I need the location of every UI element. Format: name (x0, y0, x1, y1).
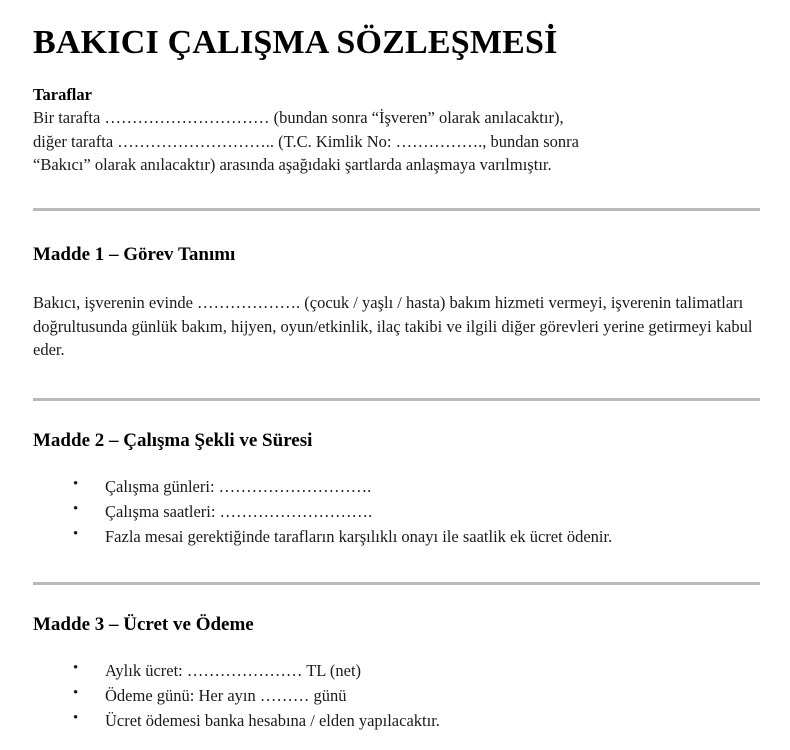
parties-label: Taraflar (33, 85, 92, 105)
list-item: • Fazla mesai gerektiğinde tarafların karşılıklı onayı ile saatlik ek ücret ödenir. (73, 524, 757, 549)
parties-line-1: Bir tarafta ………………………… (bundan sonra “İşveren” olarak anılacaktır), (33, 108, 564, 128)
parties-line-2: diğer tarafta ……………………….. (T.C. Kimlik No: ……………., bundan sonra (33, 131, 579, 151)
list-item: • Çalışma saatleri: ………………………. (73, 499, 757, 524)
spacer (33, 637, 757, 658)
spacer (33, 550, 757, 582)
article-1-body: Bakıcı, işverenin evinde ………………. (çocuk / yaşlı / hasta) bakım hizmeti vermeyi, işverenin talimatları doğrultusunda günlük bakım, hijyen, oyun/etkinlik, ilaç takibi ve ilgili diğer görevleri yerine getirmeyi kabul eder. (33, 293, 753, 360)
list-item: • Ücret ödemesi banka hesabına / elden yapılacaktır. (73, 708, 757, 733)
parties-section (33, 84, 757, 177)
spacer (33, 585, 757, 613)
parties-line-3: “Bakıcı” olarak anılacaktır) arasında aşağıdaki şartlarda anlaşmaya varılmıştır. (33, 155, 552, 175)
spacer (33, 267, 757, 291)
spacer (33, 453, 757, 474)
article-2-bullet-list (33, 474, 757, 549)
article-1-section (33, 243, 757, 362)
spacer (33, 62, 757, 84)
article-3-bullet-list (33, 658, 757, 733)
article-2-heading: Madde 2 – Çalışma Şekli ve Süresi (33, 429, 313, 451)
list-item: • Çalışma günleri: ………………………. (73, 474, 757, 499)
spacer (33, 362, 757, 398)
article-3-heading: Madde 3 – Ücret ve Ödeme (33, 613, 254, 635)
spacer (33, 401, 757, 429)
spacer (33, 177, 757, 208)
article-3-section (33, 613, 757, 734)
page-title: BAKICI ÇALIŞMA SÖZLEŞMESİ (33, 24, 558, 61)
list-item: • Aylık ücret: ………………… TL (net) (73, 658, 757, 683)
article-2-section (33, 429, 757, 550)
list-item: • Ödeme günü: Her ayın ……… günü (73, 683, 757, 708)
article-1-heading: Madde 1 – Görev Tanımı (33, 243, 236, 265)
spacer (33, 211, 757, 243)
